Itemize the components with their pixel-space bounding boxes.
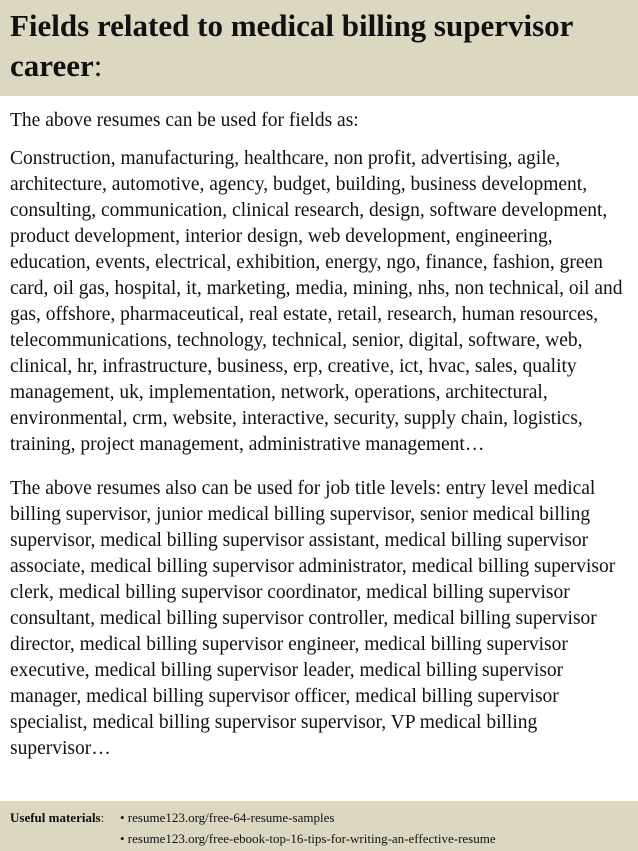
resource-link-resume-samples[interactable]: • resume123.org/free-64-resume-samples	[120, 810, 335, 825]
useful-materials-label-text: Useful materials	[10, 810, 101, 825]
main-content	[10, 108, 632, 762]
page-title-text: Fields related to medical billing supervisor career	[10, 8, 573, 83]
page-title	[10, 6, 628, 86]
page-title-colon: :	[93, 48, 103, 83]
fields-list-text: Construction, manufacturing, healthcare, non profit, advertising, agile, architecture, automotive, agency, budget, building, business development, consulting, communication, clinical research, design, software development, product development, interior design, web development, engineering, education, events, electrical, exhibition, energy, ngo, finance, fashion, green card, oil gas, hospital, it, marketing, media, mining, nhs, non technical, oil and gas, offshore, pharmaceutical, real estate, retail, research, human resources, telecommunications, technology, technical, senior, digital, software, web, clinical, hr, infrastructure, business, erp, creative, ict, hvac, sales, quality management, uk, implementation, network, operations, architectural, environmental, crm, website, interactive, security, supply chain, logistics, training, project management, administrative management…	[10, 148, 623, 455]
footer-indent	[10, 828, 120, 849]
footer-row-2	[10, 828, 638, 849]
job-levels-text: The above resumes also can be used for job title levels: entry level medical billing supervisor, junior medical billing supervisor, senior medical billing supervisor, medical billing supervisor assistant, medical billing supervisor associate, medical billing supervisor administrator, medical billing supervisor clerk, medical billing supervisor coordinator, medical billing supervisor consultant, medical billing supervisor controller, medical billing supervisor director, medical billing supervisor engineer, medical billing supervisor executive, medical billing supervisor leader, medical billing supervisor manager, medical billing supervisor officer, medical billing supervisor specialist, medical billing supervisor supervisor, VP medical billing supervisor…	[10, 478, 616, 759]
useful-materials-label-colon: :	[100, 810, 105, 825]
useful-materials-label	[10, 807, 120, 828]
footer-row-1	[10, 807, 638, 828]
intro-text: The above resumes can be used for fields as:	[10, 110, 359, 131]
resource-link-ebook-tips[interactable]: • resume123.org/free-ebook-top-16-tips-for-writing-an-effective-resume	[120, 831, 496, 846]
title-banner	[0, 0, 638, 96]
footer-banner	[0, 801, 638, 851]
